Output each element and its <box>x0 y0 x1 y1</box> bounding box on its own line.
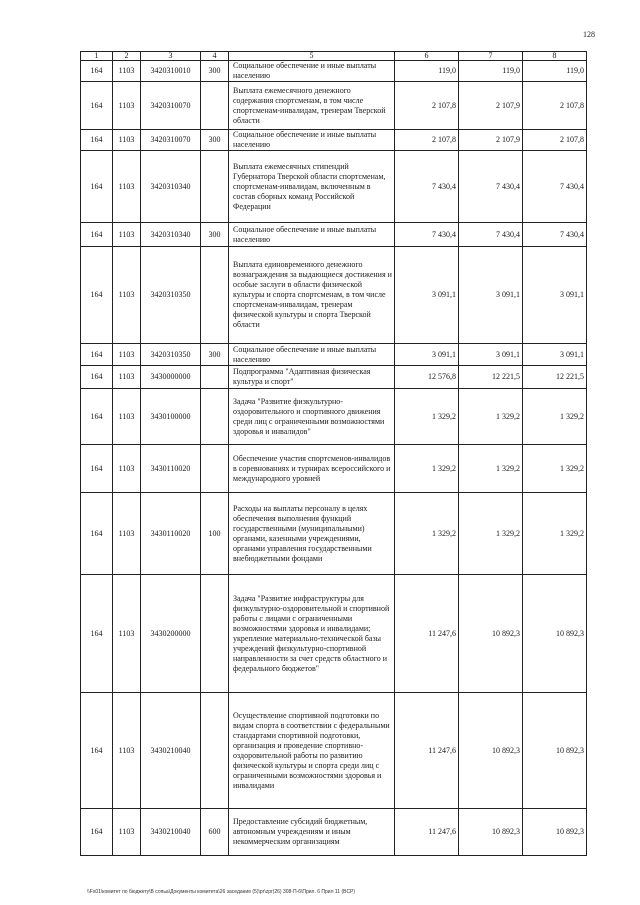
table-row <box>81 445 587 493</box>
cell-target-article: 3420310350 <box>141 344 201 366</box>
cell-section: 1103 <box>113 223 141 247</box>
page-number: 128 <box>583 30 595 39</box>
cell-amount-8: 1 329,2 <box>523 389 587 445</box>
cell-expense-type <box>201 575 229 693</box>
table-row <box>81 493 587 575</box>
cell-expense-type: 300 <box>201 130 229 151</box>
cell-section: 1103 <box>113 693 141 809</box>
cell-name: Задача "Развитие физкультурно-оздоровительного и спортивного движения среди лиц с ограниченными возможностями здоровья и инвалидов" <box>229 389 395 445</box>
cell-expense-type: 600 <box>201 809 229 856</box>
cell-amount-7: 2 107,9 <box>459 130 523 151</box>
column-header: 5 <box>229 52 395 61</box>
cell-amount-8: 1 329,2 <box>523 493 587 575</box>
cell-amount-7: 119,0 <box>459 61 523 82</box>
cell-name: Обеспечение участия спортсменов-инвалидов в соревнованиях и турнирах всероссийского и международного уровней <box>229 445 395 493</box>
cell-section: 1103 <box>113 151 141 223</box>
table-row <box>81 389 587 445</box>
cell-amount-6: 12 576,8 <box>395 366 459 389</box>
cell-ministry: 164 <box>81 366 113 389</box>
cell-expense-type: 300 <box>201 61 229 82</box>
cell-amount-6: 1 329,2 <box>395 493 459 575</box>
table-row <box>81 575 587 693</box>
cell-ministry: 164 <box>81 575 113 693</box>
cell-amount-7: 3 091,1 <box>459 344 523 366</box>
cell-target-article: 3420310340 <box>141 223 201 247</box>
cell-name: Социальное обеспечение и иные выплаты населению <box>229 61 395 82</box>
column-header: 1 <box>81 52 113 61</box>
cell-amount-7: 7 430,4 <box>459 151 523 223</box>
cell-amount-7: 1 329,2 <box>459 389 523 445</box>
cell-expense-type <box>201 445 229 493</box>
cell-amount-8: 119,0 <box>523 61 587 82</box>
cell-expense-type <box>201 82 229 130</box>
cell-amount-7: 10 892,3 <box>459 575 523 693</box>
table-header-row <box>81 52 587 61</box>
cell-amount-6: 2 107,8 <box>395 82 459 130</box>
cell-name: Выплата ежемесячных стипендий Губернатора Тверской области спортсменам, спортсменам-инвалидам, включенным в состав сборных команд Российской Федерации <box>229 151 395 223</box>
cell-section: 1103 <box>113 366 141 389</box>
cell-name: Социальное обеспечение и иные выплаты населению <box>229 130 395 151</box>
cell-expense-type <box>201 693 229 809</box>
cell-ministry: 164 <box>81 130 113 151</box>
cell-ministry: 164 <box>81 247 113 344</box>
cell-amount-7: 2 107,9 <box>459 82 523 130</box>
cell-target-article: 3430200000 <box>141 575 201 693</box>
cell-amount-6: 11 247,6 <box>395 693 459 809</box>
cell-amount-8: 7 430,4 <box>523 223 587 247</box>
cell-name: Расходы на выплаты персоналу в целях обеспечения выполнения функций государственными (муниципальными) органами, казенными учреждениями, органами управления государственными внебюджетными фондами <box>229 493 395 575</box>
cell-amount-6: 7 430,4 <box>395 223 459 247</box>
cell-amount-6: 7 430,4 <box>395 151 459 223</box>
cell-section: 1103 <box>113 247 141 344</box>
cell-ministry: 164 <box>81 389 113 445</box>
cell-name: Выплата единовременного денежного вознаграждения за выдающиеся достижения и особые заслуги в области физической культуры и спорта спортсменам, в том числе спортсменам-инвалидам, тренерам физической культуры и спорта Тверской области <box>229 247 395 344</box>
table-row <box>81 223 587 247</box>
cell-amount-6: 11 247,6 <box>395 809 459 856</box>
cell-expense-type: 100 <box>201 493 229 575</box>
footer-file-path: \\Fs01\комитет по бюджету\В сопьа\Документы комитета\26 заседание (5)\pr\zpr(26) 308-П-6\Прил. 6 Прил 11 (BCP) <box>87 889 356 895</box>
table-row <box>81 693 587 809</box>
cell-expense-type <box>201 151 229 223</box>
cell-amount-6: 1 329,2 <box>395 389 459 445</box>
cell-ministry: 164 <box>81 693 113 809</box>
cell-amount-8: 10 892,3 <box>523 575 587 693</box>
cell-amount-8: 7 430,4 <box>523 151 587 223</box>
cell-amount-7: 1 329,2 <box>459 445 523 493</box>
cell-name: Социальное обеспечение и иные выплаты населению <box>229 223 395 247</box>
cell-target-article: 3430110020 <box>141 493 201 575</box>
cell-amount-8: 10 892,3 <box>523 809 587 856</box>
cell-section: 1103 <box>113 130 141 151</box>
cell-ministry: 164 <box>81 82 113 130</box>
cell-section: 1103 <box>113 575 141 693</box>
cell-amount-6: 119,0 <box>395 61 459 82</box>
cell-amount-6: 1 329,2 <box>395 445 459 493</box>
cell-section: 1103 <box>113 344 141 366</box>
cell-name: Социальное обеспечение и иные выплаты населению <box>229 344 395 366</box>
cell-amount-7: 10 892,3 <box>459 693 523 809</box>
cell-ministry: 164 <box>81 809 113 856</box>
cell-amount-8: 10 892,3 <box>523 693 587 809</box>
table-row <box>81 366 587 389</box>
cell-target-article: 3420310070 <box>141 130 201 151</box>
column-header: 4 <box>201 52 229 61</box>
table-row <box>81 344 587 366</box>
cell-name: Выплата ежемесячного денежного содержания спортсменам, в том числе спортсменам-инвалидам, тренерам Тверской области <box>229 82 395 130</box>
cell-amount-6: 11 247,6 <box>395 575 459 693</box>
cell-amount-7: 1 329,2 <box>459 493 523 575</box>
cell-amount-7: 3 091,1 <box>459 247 523 344</box>
cell-target-article: 3430110020 <box>141 445 201 493</box>
column-header: 8 <box>523 52 587 61</box>
cell-target-article: 3430210040 <box>141 809 201 856</box>
table-row <box>81 809 587 856</box>
column-header: 7 <box>459 52 523 61</box>
budget-table <box>80 51 587 856</box>
cell-name: Осуществление спортивной подготовки по видам спорта в соответствии с федеральными стандартами спортивной подготовки, организация и проведение спортивно-оздоровительной работы по развитию физической культуры и спорта среди лиц с ограниченными возможностями здоровья и инвалидами <box>229 693 395 809</box>
column-header: 3 <box>141 52 201 61</box>
table-row <box>81 82 587 130</box>
cell-amount-6: 3 091,1 <box>395 247 459 344</box>
cell-expense-type <box>201 366 229 389</box>
cell-ministry: 164 <box>81 61 113 82</box>
cell-ministry: 164 <box>81 445 113 493</box>
table-row <box>81 247 587 344</box>
cell-section: 1103 <box>113 493 141 575</box>
cell-name: Задача "Развитие инфраструктуры для физкультурно-оздоровительной и спортивной работы с лицами с ограниченными возможностями здоровья и инвалидами; укрепление материально-технической базы учреждений физкультурно-спортивной направленности за счет средств областного и федерального бюджетов" <box>229 575 395 693</box>
cell-amount-6: 2 107,8 <box>395 130 459 151</box>
cell-target-article: 3430210040 <box>141 693 201 809</box>
cell-amount-6: 3 091,1 <box>395 344 459 366</box>
cell-amount-8: 12 221,5 <box>523 366 587 389</box>
cell-expense-type: 300 <box>201 344 229 366</box>
cell-name: Подпрограмма "Адаптивная физическая культура и спорт" <box>229 366 395 389</box>
cell-expense-type: 300 <box>201 223 229 247</box>
column-header: 6 <box>395 52 459 61</box>
cell-section: 1103 <box>113 809 141 856</box>
cell-target-article: 3420310010 <box>141 61 201 82</box>
cell-target-article: 3430100000 <box>141 389 201 445</box>
cell-section: 1103 <box>113 389 141 445</box>
cell-name: Предоставление субсидий бюджетным, автономным учреждениям и иным некоммерческим организациям <box>229 809 395 856</box>
cell-section: 1103 <box>113 82 141 130</box>
cell-amount-8: 3 091,1 <box>523 344 587 366</box>
cell-amount-8: 2 107,8 <box>523 130 587 151</box>
cell-amount-7: 10 892,3 <box>459 809 523 856</box>
cell-section: 1103 <box>113 61 141 82</box>
cell-amount-7: 7 430,4 <box>459 223 523 247</box>
cell-amount-8: 1 329,2 <box>523 445 587 493</box>
cell-expense-type <box>201 247 229 344</box>
table-row <box>81 130 587 151</box>
table-row <box>81 61 587 82</box>
cell-ministry: 164 <box>81 151 113 223</box>
cell-target-article: 3420310070 <box>141 82 201 130</box>
cell-section: 1103 <box>113 445 141 493</box>
cell-amount-8: 3 091,1 <box>523 247 587 344</box>
cell-ministry: 164 <box>81 493 113 575</box>
cell-ministry: 164 <box>81 223 113 247</box>
cell-target-article: 3420310350 <box>141 247 201 344</box>
column-header: 2 <box>113 52 141 61</box>
cell-target-article: 3420310340 <box>141 151 201 223</box>
cell-amount-7: 12 221,5 <box>459 366 523 389</box>
cell-target-article: 3430000000 <box>141 366 201 389</box>
cell-ministry: 164 <box>81 344 113 366</box>
table-row <box>81 151 587 223</box>
cell-amount-8: 2 107,8 <box>523 82 587 130</box>
cell-expense-type <box>201 389 229 445</box>
